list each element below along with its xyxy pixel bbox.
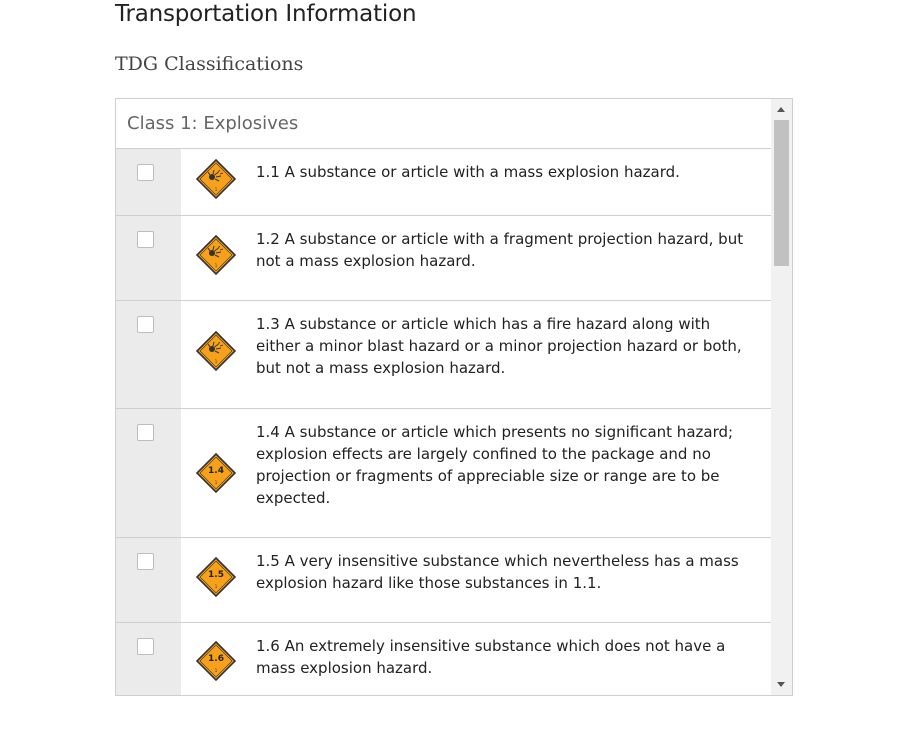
explosive-bomb-icon xyxy=(196,331,236,371)
placard-cell xyxy=(181,216,256,300)
classification-text: 1.1 A substance or article with a mass explosion hazard. xyxy=(256,163,680,181)
classification-row xyxy=(116,409,771,538)
classification-row xyxy=(116,301,771,409)
placard-cell xyxy=(181,623,256,695)
checkbox-cell xyxy=(116,538,181,622)
placard-cell xyxy=(181,301,256,408)
svg-text:1: 1 xyxy=(214,263,218,268)
checkbox-cell xyxy=(116,409,181,537)
classification-text: 1.4 A substance or article which presents no significant hazard; explosion effects are largely confined to the package and no projection or fragments of appreciable size or range are to be expected. xyxy=(256,423,734,507)
svg-text:1: 1 xyxy=(214,668,218,673)
explosive-bomb-icon xyxy=(196,159,236,199)
scroll-down-arrow-icon[interactable] xyxy=(777,682,785,687)
classification-list xyxy=(116,99,771,695)
division-1-6-icon xyxy=(196,641,236,681)
classification-checkbox[interactable] xyxy=(137,424,154,441)
classification-checkbox[interactable] xyxy=(137,553,154,570)
classification-checkbox[interactable] xyxy=(137,638,154,655)
classification-row xyxy=(116,216,771,301)
explosive-bomb-icon xyxy=(196,235,236,275)
tdg-classification-panel xyxy=(115,98,793,696)
page-title: Transportation Information xyxy=(115,1,417,27)
scroll-up-arrow-icon[interactable] xyxy=(777,107,785,112)
classification-text: 1.5 A very insensitive substance which nevertheless has a mass explosion hazard like those substances in 1.1. xyxy=(256,552,739,592)
scrollbar-thumb[interactable] xyxy=(774,120,789,266)
classification-text: 1.6 An extremely insensitive substance which does not have a mass explosion hazard. xyxy=(256,637,726,677)
classification-checkbox[interactable] xyxy=(137,316,154,333)
placard-cell xyxy=(181,538,256,622)
svg-text:1: 1 xyxy=(214,480,218,485)
placard-number: 1.6 xyxy=(208,654,224,664)
class-header: Class 1: Explosives xyxy=(116,99,771,149)
section-subtitle: TDG Classifications xyxy=(115,53,304,75)
placard-cell xyxy=(181,409,256,537)
checkbox-cell xyxy=(116,149,181,215)
classification-row xyxy=(116,538,771,623)
checkbox-cell xyxy=(116,216,181,300)
classification-checkbox[interactable] xyxy=(137,231,154,248)
division-1-4-icon xyxy=(196,453,236,493)
placard-number: 1.4 xyxy=(208,466,224,476)
classification-checkbox[interactable] xyxy=(137,164,154,181)
svg-text:1: 1 xyxy=(214,584,218,589)
vertical-scrollbar[interactable] xyxy=(771,99,792,695)
placard-cell xyxy=(181,149,256,215)
classification-text: 1.2 A substance or article with a fragment projection hazard, but not a mass explosion hazard. xyxy=(256,230,744,270)
placard-number: 1.5 xyxy=(208,570,224,580)
classification-text: 1.3 A substance or article which has a fire hazard along with either a minor blast hazard or a minor projection hazard or both, but not a mass explosion hazard. xyxy=(256,315,742,377)
classification-row xyxy=(116,623,771,695)
svg-text:1: 1 xyxy=(214,359,218,364)
checkbox-cell xyxy=(116,623,181,695)
classification-row xyxy=(116,149,771,216)
svg-text:1: 1 xyxy=(214,187,218,192)
checkbox-cell xyxy=(116,301,181,408)
division-1-5-icon xyxy=(196,557,236,597)
